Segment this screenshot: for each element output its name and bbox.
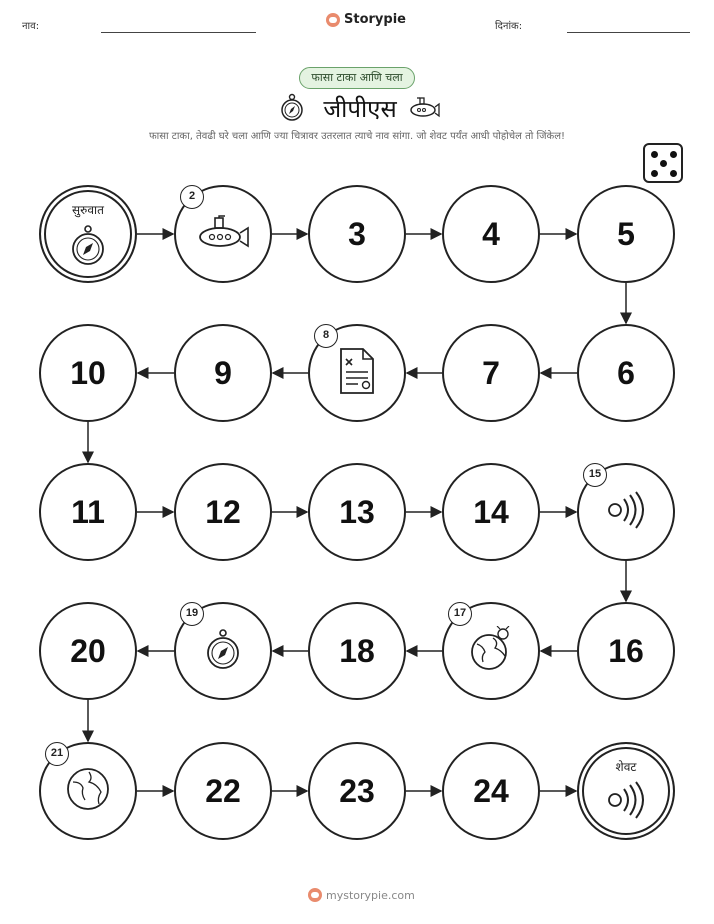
cell-number: 11 <box>71 493 105 530</box>
board-cell-15 <box>577 463 675 561</box>
globe-satellite-icon <box>467 626 515 676</box>
footer <box>308 888 415 902</box>
board-cell-11 <box>39 463 137 561</box>
board-cell-4 <box>442 185 540 283</box>
name-label: नाव: <box>22 21 40 32</box>
board-cell-25 <box>577 742 675 840</box>
board-cell-19 <box>174 602 272 700</box>
cell-number: 5 <box>617 215 635 252</box>
signal-icon <box>604 490 648 534</box>
cell-number: 20 <box>70 632 106 669</box>
document-icon <box>337 347 377 399</box>
storypie-logo-icon <box>308 888 322 902</box>
board-cell-23 <box>308 742 406 840</box>
board-cell-5 <box>577 185 675 283</box>
cell-number-badge: 8 <box>314 324 338 348</box>
board-cell-7 <box>442 324 540 422</box>
board-cell-16 <box>577 602 675 700</box>
cell-number: 14 <box>473 493 509 530</box>
board-cell-9 <box>174 324 272 422</box>
cell-number: 16 <box>608 632 644 669</box>
board-cell-21 <box>39 742 137 840</box>
cell-number: 24 <box>473 772 509 809</box>
submarine-icon <box>195 215 251 253</box>
page-title: जीपीएस <box>323 95 397 123</box>
cell-number: 3 <box>348 215 366 252</box>
board-cell-18 <box>308 602 406 700</box>
cell-number: 13 <box>339 493 375 530</box>
cell-number: 22 <box>205 772 241 809</box>
cell-number-badge: 21 <box>45 742 69 766</box>
brand-name: Storypie <box>344 12 406 27</box>
signal-icon <box>604 780 648 824</box>
board-cell-3 <box>308 185 406 283</box>
tagline-pill: फासा टाका आणि चला <box>299 67 415 89</box>
cell-number: 18 <box>339 632 375 669</box>
compass-icon <box>70 223 106 271</box>
board-cell-1 <box>39 185 137 283</box>
cell-number-badge: 2 <box>180 185 204 209</box>
board-cell-20 <box>39 602 137 700</box>
board-cell-10 <box>39 324 137 422</box>
cell-number: 10 <box>70 354 106 391</box>
cell-number: 4 <box>482 215 500 252</box>
end-label: शेवट <box>615 760 637 774</box>
cell-number-badge: 15 <box>583 463 607 487</box>
board-cell-17 <box>442 602 540 700</box>
board-cell-24 <box>442 742 540 840</box>
board-cell-12 <box>174 463 272 561</box>
board-cell-14 <box>442 463 540 561</box>
board-cell-22 <box>174 742 272 840</box>
footer-url: mystorypie.com <box>326 888 415 902</box>
cell-number: 12 <box>205 493 241 530</box>
globe-icon <box>65 766 111 816</box>
compass-icon <box>205 627 241 675</box>
instructions: फासा टाका, तेवढी घरे चला आणि ज्या चित्रावर उतरलात त्याचे नाव सांगा. जो शेवट पर्यंत आधी पोहोचेल तो जिंकेल! <box>148 131 566 142</box>
board-cell-6 <box>577 324 675 422</box>
cell-number: 9 <box>214 354 232 391</box>
cell-number-badge: 17 <box>448 602 472 626</box>
cell-number: 6 <box>617 354 635 391</box>
board-cell-13 <box>308 463 406 561</box>
board-cell-8 <box>308 324 406 422</box>
cell-number: 7 <box>482 354 500 391</box>
board-cell-2 <box>174 185 272 283</box>
date-label: दिनांक: <box>495 21 523 32</box>
start-label: सुरुवात <box>72 203 104 217</box>
cell-number-badge: 19 <box>180 602 204 626</box>
cell-number: 23 <box>339 772 375 809</box>
